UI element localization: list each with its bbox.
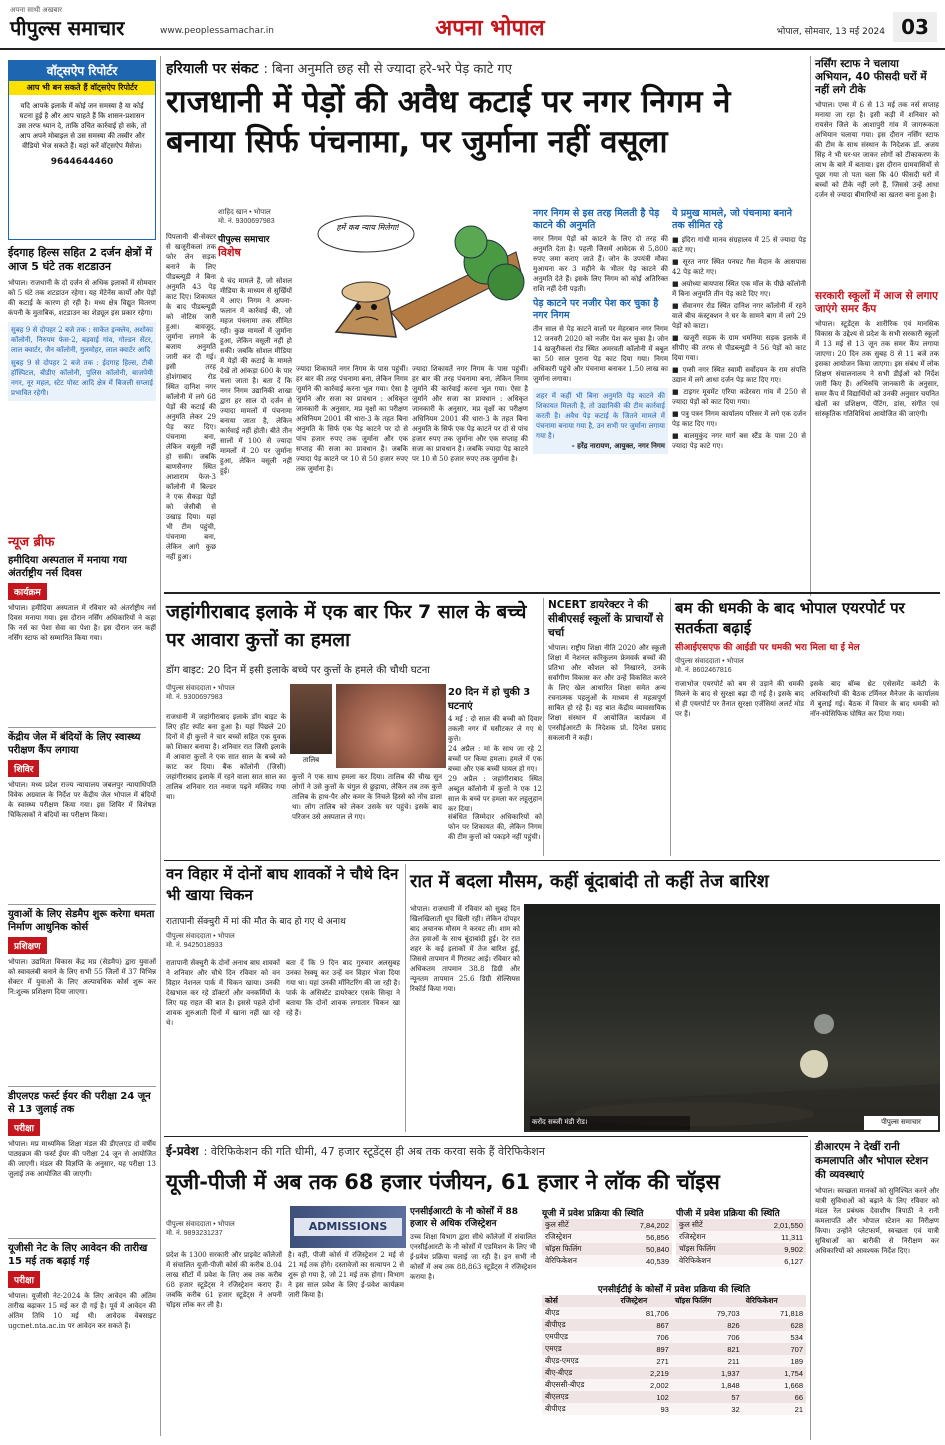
shutdown-item: सुबह 9 से दोपहर 2 बजे तक : ईदगाह हिल्स, टीबी हॉस्पिटल, बीडीए कॉलोनी, पुलिस कॉलोनी, बाजपेयी नगर, नूर महल, स्टेट पोस्ट आदि क्षेत्र में बिजली सप्लाई प्रभावित रहेगी। — [11, 359, 153, 397]
tigers-byline: पीपुल्स संवाददाता • भोपाल — [166, 933, 235, 940]
table-cell: 2,01,550 — [747, 1219, 806, 1231]
table-cell: 821 — [672, 1343, 743, 1355]
table-cell: एमएड — [542, 1343, 618, 1355]
main-byline: शाहिद खान • भोपाल — [218, 209, 271, 216]
table-cell: 707 — [743, 1343, 806, 1355]
ug-table — [542, 1206, 672, 1278]
table-cell: 79,703 — [672, 1307, 743, 1319]
brief-item — [8, 908, 156, 1083]
table-row — [676, 1219, 806, 1231]
brief-item — [8, 731, 156, 901]
cartoon — [296, 212, 528, 360]
table-row — [542, 1319, 806, 1331]
main-kicker-row — [166, 58, 806, 80]
ncert-story — [548, 598, 666, 856]
special-tag: विशेष — [218, 246, 241, 259]
table-row — [542, 1307, 806, 1319]
weather-caption: करोंद सब्जी मंडी रोड। — [530, 1116, 690, 1130]
dogs-photo-child — [290, 684, 332, 754]
main-col2: ज्यादा शिकायतें नगर निगम के पास पहुंचीं। हर बार की तरह पंचनामा बना, लेकिन निगम जुर्माने की कार्रवाई करना भूल गया। ऐसा है जुर्माने और सजा का प्रावधान : अधिकृत जानकारी के अनुसार, मप्र वृक्षों का परीक्षण अधिनियम 2001 की धारा-3 के तहत बिना अनुमति के सिर्फ एक पेड़ काटने पर दो से पांच हजार रुपए तक जुर्माना और एक सप्ताह की सजा का प्रावधान है। जबकि ज्यादा पेड़ काटने पर 10 से 50 हजार रुपए तक जुर्माना है। — [296, 365, 408, 473]
table-cell: 826 — [672, 1319, 743, 1331]
drm-body: भोपाल। स्वच्छता मानकों को सुनिश्चित करने और यात्री सुविधाओं को बढ़ाने के लिए रविवार को मंडल रेल प्रबंधक देवाशीष त्रिपाठी ने रानी कमलापति और भोपाल स्टेशन का निरीक्षण किया। उन्होंने प्लेटफार्म, स्वच्छता एवं यात्री सुविधाओं का बारीकी से निरीक्षण कर अधिकारियों को आवश्यक निर्देश दिए। — [815, 1187, 939, 1255]
table-cell: 50,840 — [613, 1243, 672, 1255]
main-col4 — [533, 208, 668, 574]
case-list-item: ■ खजूरी सड़क के ग्राम धमनिया सड़क इलाके में सीपीए की तरफ से पीडब्ल्यूडी ने 56 पेड़ों को काट दिया गया। — [672, 334, 806, 362]
table-row — [542, 1355, 806, 1367]
dogs-box-item: 24 अप्रैल : मां के साथ जा रहे 2 बच्चों पर किया हमला। हमले में एक बच्चा और एक बच्ची घायल हो गए। — [448, 745, 542, 773]
table-cell: 9,902 — [747, 1243, 806, 1255]
shutdown-story — [8, 246, 156, 526]
table-cell: बीएड-एमएड — [542, 1355, 618, 1367]
tigers-byline-box — [166, 932, 400, 956]
airport-deck: सीआईएसएफ की आईडी पर धमकी भरा मिला था ई मेल — [675, 643, 860, 653]
dogs-byline: पीपुल्स संवाददाता • भोपाल — [166, 685, 235, 692]
table-header-cell: वेरिफिकेशन — [743, 1295, 806, 1307]
table-cell: 56,856 — [613, 1231, 672, 1243]
school-body: भोपाल। स्टूडेंट्स के शारीरिक एवं मानसिक विकास के उद्देश्य से प्रदेश के सभी सरकारी स्कूलों में 13 मई से 13 जून तक समर कैंप लगाया जाएगा। 20 दिन तक सुबह 8 से 11 बजे तक इसका आयोजन किया जाएगा। इस संबंध में लोक शिक्षण संचालनालय ने सभी डीईओ को निर्देश जारी किए हैं। अभिरुचि जानकारी के अनुसार, समर कैंप में विद्यार्थियों को उनकी अनुसार चयनित खेलों का प्रशिक्षण, पेंटिंग, डांस, संगीत एवं सांस्कृतिक गतिविधियां आयोजित की जाएंगी। — [815, 320, 939, 418]
table-cell: चॉइस फिलिंग — [542, 1243, 613, 1255]
table-cell: एमपीएड — [542, 1331, 618, 1343]
table-cell: बीएड — [542, 1307, 618, 1319]
nursing-headline: नर्सिंग स्टाफ ने चलाया अभियान, 40 फीसदी घरों में नहीं लगे टीके — [815, 58, 927, 96]
ncte-table — [542, 1282, 806, 1438]
airport-story — [675, 598, 939, 856]
ncte-status-table — [542, 1295, 806, 1415]
brief-item — [8, 1242, 156, 1402]
logo-tagline: अपना साथी अखबार — [10, 6, 63, 14]
col5-head: ये प्रमुख मामले, जो पंचनामा बनाने तक सीमित रहे — [672, 208, 793, 231]
table-cell: कुल सीटें — [676, 1219, 747, 1231]
case-list-item: ■ सूरत नगर स्थित पनघट गैस मैदान के आसपास 42 पेड़ काटे गए। — [672, 258, 806, 276]
pg-title: पीजी में प्रवेश प्रक्रिया की स्थिति — [676, 1209, 780, 1219]
table-cell: 271 — [618, 1355, 672, 1367]
col5-list — [672, 235, 806, 451]
page-number: 03 — [893, 12, 937, 42]
dogs-timeline — [448, 684, 542, 813]
admissions-sign: ADMISSIONS — [294, 1218, 402, 1236]
brief-tag: कार्यक्रम — [8, 583, 47, 600]
weather-credit: पीपुल्स समाचार — [864, 1116, 938, 1130]
special-brand: पीपुल्स समाचार — [218, 235, 270, 245]
whatsapp-body: यदि आपके इलाके में कोई जन समस्या है या कोई घटना हुई है और आप चाहते हैं कि शासन-प्रशासन उस तरफ ध्यान दे, ताकि उचित कार्रवाई हो सके, तो आप अपने मोबाइल से उस समस्या की तस्वीर और वीडियो भेज सकते हैं। यहां करें वॉट्सऐप मैसेज। — [17, 102, 147, 150]
nursing-story — [815, 58, 939, 280]
case-list-item: ■ एम्सी नगर स्थित स्वामी सर्वोदयन के राम संपत्ति उद्यान में लगे आधा दर्जन पेड़ काट दिए गए। — [672, 366, 806, 384]
table-cell: 1,668 — [743, 1379, 806, 1391]
table-cell: 628 — [743, 1319, 806, 1331]
table-cell: 81,706 — [618, 1307, 672, 1319]
airport-body1: राजाभोज एयरपोर्ट को बम से उड़ाने की धमकी मिलने के बाद से सुरक्षा बढ़ा दी गई है। इसके बाद से ही एयरपोर्ट पर तैनात सुरक्षा एजेंसियां अलर्ट मोड पर हैं। — [675, 680, 804, 718]
whatsapp-box — [8, 60, 156, 240]
table-cell: 21 — [743, 1403, 806, 1415]
logo: पीपुल्स समाचार — [10, 16, 125, 40]
brief-body: भोपाल। मध्य प्रदेश राज्य न्यायालय जबलपुर न्यायाधिपति विवेक अग्रवाल के निर्देश पर केंद्रीय जेल भोपाल में बंदियों के स्वास्थ्य परीक्षण किया गया। इस शिविर में विशेषज्ञ चिकित्सकों ने बंदियों का परीक्षण किया। — [8, 781, 156, 819]
brief-item — [8, 554, 156, 724]
table-cell: 7,84,202 — [613, 1219, 672, 1231]
table-cell: 1,754 — [743, 1367, 806, 1379]
drm-headline: डीआरएम ने देखीं रानी कमलापति और भोपाल स्टेशन की व्यवस्थाएं — [815, 1141, 929, 1181]
shutdown-item: सुबह 9 से दोपहर 2 बजे तक : साकेत इन्क्लेव, अशोका कॉलोनी, निरुपम फेस-2, बड़वाई गांव, गोल्डन सेंटर, लाल क्वार्टर, जैन कॉलोनी, गुलमोहर, लाल क्वार्टर आदि — [11, 326, 153, 354]
news-brief — [8, 532, 156, 1432]
table-cell: रजिस्ट्रेशन — [542, 1231, 613, 1243]
col4-quote: शहर में कहीं भी बिना अनुमति पेड़ काटने की शिकायत मिलती है, तो उद्यानिकी की टीम कार्रवाई करती है। अवैध पेड़ कटाई के जितने मामले में पंचनामा बनाया गया है, उन सभी पर जुर्माना लगाया गया है। — [536, 392, 665, 440]
pg-table — [676, 1206, 806, 1278]
weather-photo — [524, 904, 940, 1132]
ug-title: यूजी में प्रवेश प्रक्रिया की स्थिति — [542, 1209, 644, 1219]
table-row — [542, 1231, 672, 1243]
dogs-box-head: 20 दिन में हो चुकी 3 घटनाएं — [448, 687, 531, 712]
col4-quote-by: - हरेंद्र नारायण, आयुक्त, नगर निगम — [571, 441, 665, 450]
table-cell: वेरिफिकेशन — [542, 1255, 613, 1267]
tigers-deck: रातापानी सेंक्चुरी में मां की मौत के बाद हो गए थे अनाथ — [166, 917, 346, 927]
weather-headline: रात में बदला मौसम, कहीं बूंदाबांदी तो कहीं तेज बारिश — [410, 871, 769, 892]
case-list-item: ■ अयोध्या बायपास स्थित एक मॉल के पीछे कॉलोनी में बिना अनुमति तीन पेड़ काटे दिए गए। — [672, 280, 806, 298]
whatsapp-phone[interactable]: 9644644460 — [50, 157, 114, 167]
whatsapp-title: वॉट्सऐप रिपोर्टर — [9, 61, 155, 81]
main-col1: ये चंद मामले हैं, जो सोशल मीडिया के माध्यम से सुर्खियों में आए। निगम ने अपना-फलान में कार्रवाई की, जो महज पंचनामा तक सीमित रही। कुछ मामलों में जुर्माना हुआ, लेकिन वसूली नहीं हो सकी। जबकि सोशल मीडिया में पेड़ों की कटाई के मामले देखें तो आंकड़ा 600 के पार चला जाता है। बता दें कि नगर निगम उद्यानिकी शाखा द्वारा हर साल दो दर्जन से ज्यादा मामलों में पंचनामा बनाया जाता है, लेकिन कार्रवाई नहीं होती। बीते तीन सालों में 100 से ज्यादा मामलों में 20 पर जुर्माना हुआ, लेकिन वसूली नहीं हुई। — [220, 277, 292, 475]
eprav-headline: यूजी-पीजी में अब तक 68 हजार पंजीयन, 61 हजार ने लॉक की चॉइस — [166, 1170, 720, 1194]
table-header-row — [542, 1295, 806, 1307]
rain-photo-art — [524, 904, 940, 1132]
dogs-photo-caption: तालिब — [290, 756, 332, 768]
table-cell: बीएलएड — [542, 1391, 618, 1403]
table-cell: बीएससी-बीएड — [542, 1379, 618, 1391]
table-cell: चॉइस फिलिंग — [676, 1243, 747, 1255]
eprav-kicker-rest: : वेरिफिकेशन की गति धीमी, 47 हजार स्टूडेंट्स ही अब तक करवा सके हैं वेरिफिकेशन — [203, 1145, 545, 1158]
eprav-body1: प्रदेश के 1300 सरकारी और प्राइवेट कॉलेजों में संचालित यूजी-पीजी कोर्स की करीब 8.04 लाख सीटों में प्रवेश के लिए अब तक करीब 68 हजार स्टूडेंट्स ने रजिस्ट्रेशन कराए हैं। जबकि करीब 61 हजार स्टूडेंट्स ने अपनी चॉइस लॉक कर ली है। — [166, 1251, 282, 1309]
dogs-body3: संबंधित जिम्मेदार अधिकारियों को फोन पर शिकायत की, लेकिन निगम की टीम कुत्तों को पकड़ने नहीं पहुंची। — [448, 813, 542, 841]
admissions-photo — [290, 1206, 406, 1248]
dogs-photo-wound — [336, 684, 446, 768]
table-cell: 66 — [743, 1391, 806, 1403]
table-row — [542, 1255, 672, 1267]
table-cell: 1,848 — [672, 1379, 743, 1391]
airport-headline: बम की धमकी के बाद भोपाल एयरपोर्ट पर सतर्कता बढ़ाई — [675, 599, 905, 637]
dateline: भोपाल, सोमवार, 13 मई 2024 — [776, 27, 885, 37]
table-row — [676, 1243, 806, 1255]
ncert-body: भोपाल। राष्ट्रीय शिक्षा नीति 2020 और स्कूली शिक्षा में नेशनल करिकुलम फ्रेमवर्क बच्चों की प्रतिभा और कौशल को निखारने, उनके सर्वांगीण विकास कर और उन्हें विकसित करने के लिए खेल आधारित शिक्षा समेत अन्य रचनात्मक पहलुओं के माध्यम से महत्वपूर्ण साबित हो रहे हैं। यह बात केंद्रीय व्यावसायिक शिक्षा संस्थान में आयोजित कार्यक्रम में एनसीईआरटी के निदेशक प्रो. दिनेश प्रसाद सकलानी ने कही। — [548, 644, 666, 742]
site-url[interactable]: www.peoplessamachar.in — [160, 26, 274, 36]
dogs-deck: डॉग बाइट: 20 दिन में इसी इलाके बच्चे पर कुत्तों के हमले की चौथी घटना — [166, 665, 430, 676]
airport-byline: पीपुल्स संवाददाता • भोपाल — [675, 658, 744, 665]
table-cell: 102 — [618, 1391, 672, 1403]
table-cell: वेरिफिकेशन — [676, 1255, 747, 1267]
case-list-item: ■ बालमुकुंद नगर मार्ग बस स्टैंड के पास 20 से ज्यादा पेड़ काटे गए। — [672, 432, 806, 450]
brief-headline: डीएलएड फर्स्ट ईयर की परीक्षा 24 जून से 13 जुलाई तक — [8, 1091, 151, 1115]
ncte-title: एनसीईटीई के कोर्सों में प्रवेश प्रक्रिया की स्थिति — [597, 1285, 751, 1295]
table-cell: 706 — [618, 1331, 672, 1343]
dogs-body2: कुत्तों ने एक साथ हमला कर दिया। तालिब की चीख सुन लोगों ने उसे कुत्तों के चंगुल से छुड़ाया, लेकिन तब तक कुत्ते तालिब के हाथ-पैर और कमर के निचले हिस्से को नोंच डाला था। लोग तालिब को लेकर उसके घर पहुंचे। इसके बाद परिजन उसे अस्पताल ले गए। — [292, 773, 442, 821]
eprav-byline-box — [166, 1220, 286, 1244]
dogs-byline-box — [166, 684, 276, 708]
main-col0: पिपलानी बी-सेक्टर से खजूरीकलां तक फोर लेन सड़क बनाने के लिए पीडब्ल्यूडी ने बिना अनुमति 43 पेड़ काट दिए। शिकायत के बाद पीडब्ल्यूडी को नोटिस जारी हुआ। बावजूद, जुर्माना लगाने के बजाय अनुमति जारी कर दी गई। इसी तरह होशंगाबाद रोड स्थित दानिश नगर कॉलोनी में लगे 68 पेड़ों की कटाई की अनुमति लेकर 29 पेड़ काट दिए। पंचनामा बना, लेकिन वसूली नहीं हो सकी। जबकि बाणसैनगर स्थित आशाराम फेज-3 कॉलोनी में बिल्डर ने एक सैकड़ा पेड़ों को जेसीबी से उखाड़ दिया। यहां भी टीम पहुंची, पंचनामा बना, लेकिन आगे कुछ नहीं हुआ। — [166, 233, 216, 561]
table-cell: 2,219 — [618, 1367, 672, 1379]
tigers-mobile: मो. नं. 9425018933 — [166, 942, 223, 949]
case-list-item: ■ सेंवानगर रोड स्थित दानिश नगर कॉलोनी में रहने वाले बीच कंस्ट्रक्शन ने घर के सामने बाग में लगे 29 पेड़ों को काटा। — [672, 302, 806, 330]
brief-tag: शिविर — [8, 760, 39, 777]
eprav-byline: पीपुल्स संवाददाता • भोपाल — [166, 1221, 235, 1228]
main-col5 — [672, 208, 806, 574]
table-header-cell: चॉइस फिलिंग — [672, 1295, 743, 1307]
table-row — [542, 1379, 806, 1391]
table-row — [676, 1231, 806, 1243]
news-brief-title: न्यूज ब्रीफ — [8, 535, 55, 550]
brief-tag: प्रशिक्षण — [8, 937, 47, 954]
col4-head1: नगर निगम से इस तरह मिलती है पेड़ काटने की अनुमति — [533, 208, 660, 231]
brief-body: भोपाल। उद्यमिता विकास केंद्र मप्र (सेडमैप) द्वारा युवाओं को स्वावलंबी बनाने के लिए सभी 55 जिलों में 37 विभिन्न सेक्टर में युवाओं के लिए अल्पावधिक कोर्स शुरू कर नि:शुल्क प्रशिक्षण दिया जाएगा। — [8, 958, 156, 996]
brief-headline: युवाओं के लिए सेडमैप शुरू करेगा धमता निर्माण आधुनिक कोर्स — [8, 909, 155, 933]
table-row — [542, 1243, 672, 1255]
table-row — [542, 1403, 806, 1415]
case-list-item: ■ टाइगर मूवमेंट एरिया कडेरवरा गांव में 250 से ज्यादा पेड़ों को काट दिया गया। — [672, 388, 806, 406]
eprav-kicker: ई-प्रवेश — [166, 1144, 199, 1158]
brief-tag: परीक्षा — [8, 1119, 40, 1136]
table-cell: 93 — [618, 1403, 672, 1415]
tigers-body2: बता दें कि 9 दिन बाद गुरुवार अलसुबह उनका रेस्क्यू कर उन्हें वन विहार भेजा दिया गया था। यहां उनकी मॉनिटरिंग की जा रही है। पार्क के असिस्टेंट डायरेक्टर एसके सिन्हा ने बताया कि दोनों शावक लगातार चिकन खा रहे हैं। — [286, 959, 400, 1017]
main-mobile: मो. नं. 9300697983 — [218, 218, 275, 225]
ncert-headline: NCERT डायरेक्टर ने की सीबीएसई स्कूलों के प्राचार्यों से चर्चा — [548, 599, 664, 639]
brief-body: भोपाल। यूजीसी नेट-2024 के लिए आवेदन की अंतिम तारीख बढ़ाकर 15 मई कर दी गई है। पूर्व में आवेदन की अंतिम तिथि 10 मई थी। आवेदक वेबसाइट ugcnet.nta.ac.in पर आवेदन कर सकते हैं। — [8, 1292, 156, 1330]
brief-body: भोपाल। मप्र माध्यमिक शिक्षा मंडल की डीएलएड दो वर्षीय पाठ्यक्रम की फर्स्ट ईयर की परीक्षा 24 जून से आयोजित की जाएगी। मंडल की विज्ञप्ति के अनुसार, यह परीक्षा 13 जुलाई तक आयोजित की जाएगी। — [8, 1140, 156, 1178]
table-cell: बीपीएड — [542, 1403, 618, 1415]
table-cell: रजिस्ट्रेशन — [676, 1231, 747, 1243]
dogs-body1: राजधानी में जहांगीराबाद इलाके डॉग बाइट के लिए हॉट स्पॉट बना हुआ है। यहां पिछले 20 दिनों में ही कुत्तों ने चार बच्चों सहित एक युवक को शिकार बनाया है। शनिवार रात जिसी इलाके में आवारा कुत्तों ने एक सात साल के बच्चे को काट कर दिया। बैंक कॉलोनी (जिसी) जहांगीराबाद इलाके में रहने वाला सात साल का तालिब शनिवार रात नमाज पढ़ने मस्जिद गया था। — [166, 713, 286, 801]
whatsapp-subtitle: आप भी बन सकते हैं वॉट्सऐप रिपोर्टर — [9, 81, 155, 95]
section-title: अपना भोपाल — [435, 16, 545, 41]
col4-body2: तीन साल से पेड़ काटने वालों पर मेहरबान नगर निगम 12 जनवरी 2020 को नजीर पेश कर चुका है। जोन 14 खजूरीकलां रोड स्थित अमरवती कॉलोनी में बबूल का 50 साल पुराना पेड़ काट दिया गया। निगम अधिकारी पहुंचे और पंचनामा बनाकर 1.50 लाख का जुर्माना लगाया। — [533, 325, 668, 383]
brief-item — [8, 1090, 156, 1235]
col4-body1: नगर निगम पेड़ों को काटने के लिए दो तरह की अनुमति देता है। पहली जिसमें आवेदक से 5,800 रुपए जमा कराए जाते हैं। जोन के उपयंत्री मौका मुआयना कर 3 महीने के भीतर पेड़ काटने की अनुमति देते हैं। इसके लिए निगम को कोई अतिरिक्त राशि नहीं देनी पड़ती। — [533, 235, 668, 293]
airport-body2: इसके बाद बॉम्ब थ्रेट एसेसमेंट कमेटी के अधिकारियों की बैठक टर्मिनल मैनेजर के कार्यालय में बुलाई गई। बैठक में विचार के बाद धमकी को नॉन-स्पेसिफिक घोषित कर दिया गया। — [810, 680, 939, 718]
drm-story — [815, 1140, 939, 1440]
nios-body: उच्च शिक्षा विभाग द्वारा सीधे कॉलेजों में संचालित एनसीईआरटी के नौ कोर्सों में एडमिशन के लिए भी ई-प्रवेश प्रक्रिया चलाई जा रही है। इन सभी नौ कोर्सों में अब तक 88,863 स्टूडेंट्स ने रजिस्ट्रेशन कराया है। — [410, 1233, 536, 1281]
table-cell: 211 — [672, 1355, 743, 1367]
tigers-body1: रातापानी सेंक्चुरी के दोनों अनाथ बाघ शावकों ने शनिवार और चौथे दिन रविवार को वन विहार नेशनल पार्क में चिकन खाया। उनकी देखभाल कर रहे डॉक्टरों और वनकर्मियों के लिए यह राहत की बात है। इससे पहले दोनों शावक शुरुआती दिनों में खाना नहीं खा रहे थे। — [166, 959, 280, 1027]
table-cell: 57 — [672, 1391, 743, 1403]
nios-box — [410, 1206, 536, 1440]
dogs-box-item: 29 अप्रैल : जहांगीराबाद स्थित अब्दुल कॉलोनी में कुत्तों ने एक 12 साल के बच्चे पर हमला कर लहूलुहान कर दिया। — [448, 775, 542, 813]
table-row — [542, 1219, 672, 1231]
case-list-item: ■ इंदिरा गांधी मानव संग्रहालय में 25 से ज्यादा पेड़ काटे गए। — [672, 236, 806, 254]
table-cell: 32 — [672, 1403, 743, 1415]
nios-headline: एनसीईआरटी के नौ कोर्सों में 88 हजार से अधिक रजिस्ट्रेशन — [410, 1207, 519, 1229]
pg-status-table — [676, 1219, 806, 1267]
airport-mobile: मो. नं. 8602467816 — [675, 667, 732, 674]
special-label — [218, 232, 290, 272]
table-row — [542, 1391, 806, 1403]
table-cell: कुल सीटें — [542, 1219, 613, 1231]
table-cell: 867 — [618, 1319, 672, 1331]
table-row — [542, 1331, 806, 1343]
table-row — [676, 1255, 806, 1267]
table-cell: 2,002 — [618, 1379, 672, 1391]
shutdown-body: भोपाल। राजधानी के दो दर्जन से अधिक इलाकों में सोमवार को 5 घंटे तक शटडाउन रहेगा। यह मेंटेनेंस कार्यों और पेड़ों की कटाई के कारण हो रही है। मध्य क्षेत्र विद्युत वितरण कंपनी के मुताबिक, शटडाउन का शेड्यूल इस प्रकार रहेगा। — [8, 279, 156, 317]
main-col3: ज्यादा शिकायतें नगर निगम के पास पहुंचीं। हर बार की तरह पंचनामा बना, लेकिन निगम जुर्माने की कार्रवाई करना भूल गया। ऐसा है जुर्माने और सजा का प्रावधान : अधिकृत जानकारी के अनुसार, मप्र वृक्षों का परीक्षण अधिनियम 2001 की धारा-3 के तहत बिना अनुमति के सिर्फ एक पेड़ काटने पर दो से पांच हजार रुपए तक जुर्माना और एक सप्ताह की सजा का प्रावधान है। जबकि ज्यादा पेड़ काटने पर 10 से 50 हजार रुपए तक जुर्माना है। — [412, 365, 528, 463]
table-cell: 40,539 — [613, 1255, 672, 1267]
masthead — [0, 0, 945, 50]
cartoon-speech: हमें कब न्याय मिलेगा! — [336, 223, 400, 232]
eprav-kicker-row — [166, 1140, 806, 1160]
dogs-mobile: मो. नं. 9300697983 — [166, 694, 223, 701]
tigers-headline: वन विहार में दोनों बाघ शावकों ने चौथे दिन भी खाया चिकन — [166, 865, 399, 904]
ug-status-table — [542, 1219, 672, 1267]
table-cell: 1,937 — [672, 1367, 743, 1379]
shutdown-headline: ईदगाह हिल्स सहित 2 दर्जन क्षेत्रों में आज 5 घंटे तक शटडाउन — [8, 246, 152, 273]
nursing-body: भोपाल। एम्स में 6 से 13 मई तक नर्स सप्ताह मनाया जा रहा है। इसी कड़ी में शनिवार को रायसेन जिले के आशापुरी गांव में जागरूकता अभियान चलाया गया। इस दौरान नर्सिंग स्टाफ की टीम के साथ संस्थान के निदेशक डॉ. अजय सिंह ने भी घर-घर जाकर लोगों को टीकाकरण के लाभ के बारे में बताया। इस दौरान ग्रामवासियों से पूछा गया तो पता चला कि 40 फीसदी घरों में बच्चों को टीके नहीं लगे हैं, जिससे उन्हें आधा दर्जन से ज्यादा बीमारियों का खतरा बना हुआ है। — [815, 101, 939, 199]
table-cell: 534 — [743, 1331, 806, 1343]
eprav-body2: है। वहीं, पीजी कोर्स में रजिस्ट्रेशन 2 मई से 21 मई तक होंगे। दस्तावेजों का सत्यापन 2 से शुरू हो गया है, जो 21 मई तक होगा। विभाग ने इस साल प्रवेश के लिए ई-प्रवेश कार्यक्रम जारी किया है। — [288, 1251, 404, 1299]
col4-head2: पेड़ काटने पर नजीर पेश कर चुका है नगर निगम — [533, 298, 659, 321]
main-headline: राजधानी में पेड़ों की अवैध कटाई पर नगर निगम ने बनाया सिर्फ पंचनामा, पर जुर्माना नहीं वसूला — [166, 84, 731, 160]
table-row — [542, 1367, 806, 1379]
table-cell: 706 — [672, 1331, 743, 1343]
main-kicker-rest: : बिना अनुमति छह सौ से ज्यादा हरे-भरे पेड़ काटे गए — [263, 62, 512, 77]
table-cell: 189 — [743, 1355, 806, 1367]
table-header-cell: कोर्स — [542, 1295, 618, 1307]
brief-tag: परीक्षा — [8, 1271, 40, 1288]
table-row — [542, 1343, 806, 1355]
dogs-headline: जहांगीराबाद इलाके में एक बार फिर 7 साल के बच्चे पर आवारा कुत्तों का हमला — [166, 601, 527, 651]
table-cell: बीए-बीएड — [542, 1367, 618, 1379]
brief-headline: केंद्रीय जेल में बंदियों के लिए स्वास्थ्य परीक्षण कैंप लगाया — [8, 732, 141, 756]
table-cell: 897 — [618, 1343, 672, 1355]
school-story — [815, 290, 939, 590]
brief-headline: हमीदिया अस्पताल में मनाया गया अंतर्राष्ट्रीय नर्स दिवस — [8, 555, 127, 579]
weather-body: भोपाल। राजधानी में रविवार को सुबह दिन खिलखिलाती धूप खिली रही। लेकिन दोपहर बाद अचानक मौसम ने करवट ली। शाम को तेज हवाओं के साथ बूंदाबांदी हुई। देर रात शहर के कई इलाकों में तेज बारिश हुई, जिससे तापमान में गिरावट आई। रविवार को अधिकतम तापमान 38.8 डिग्री और न्यूनतम तापमान 25.6 डिग्री सेल्सियस रिकॉर्ड किया गया। — [410, 905, 520, 993]
case-list-item: ■ पत्रु पत्रन निगम कार्यालय परिसर में लगे एक दर्जन पेड़ काट दिए गए। — [672, 410, 806, 428]
main-kicker: हरियाली पर संकट — [166, 61, 259, 77]
dogs-box-item: 4 मई : दो साल की बच्ची को दिवार तकली नगर में घसीटकर ले गए थे कुत्ते। — [448, 715, 542, 743]
table-header-cell: रजिस्ट्रेशन — [618, 1295, 672, 1307]
eprav-mobile: मो. नं. 9893231237 — [166, 1230, 223, 1237]
school-headline: सरकारी स्कूलों में आज से लगाए जाएंगे समर कैंप — [815, 290, 938, 315]
table-cell: बीपीएड — [542, 1319, 618, 1331]
table-cell: 6,127 — [747, 1255, 806, 1267]
brief-headline: यूजीसी नेट के लिए आवेदन की तारीख 15 मई तक बढ़ाई गई — [8, 1243, 148, 1267]
table-cell: 11,311 — [747, 1231, 806, 1243]
brief-body: भोपाल। हमीदिया अस्पताल में रविवार को अंतर्राष्ट्रीय नर्स दिवस मनाया गया। इस दौरान नर्सिंग अधिकारियों ने कहा कि नर्स का पेशा सेवा का पेशा है। इस दौरान जन कहीं नर्सिंग स्टाफ को सम्मानित किया गया। — [8, 604, 156, 642]
table-cell: 71,818 — [743, 1307, 806, 1319]
